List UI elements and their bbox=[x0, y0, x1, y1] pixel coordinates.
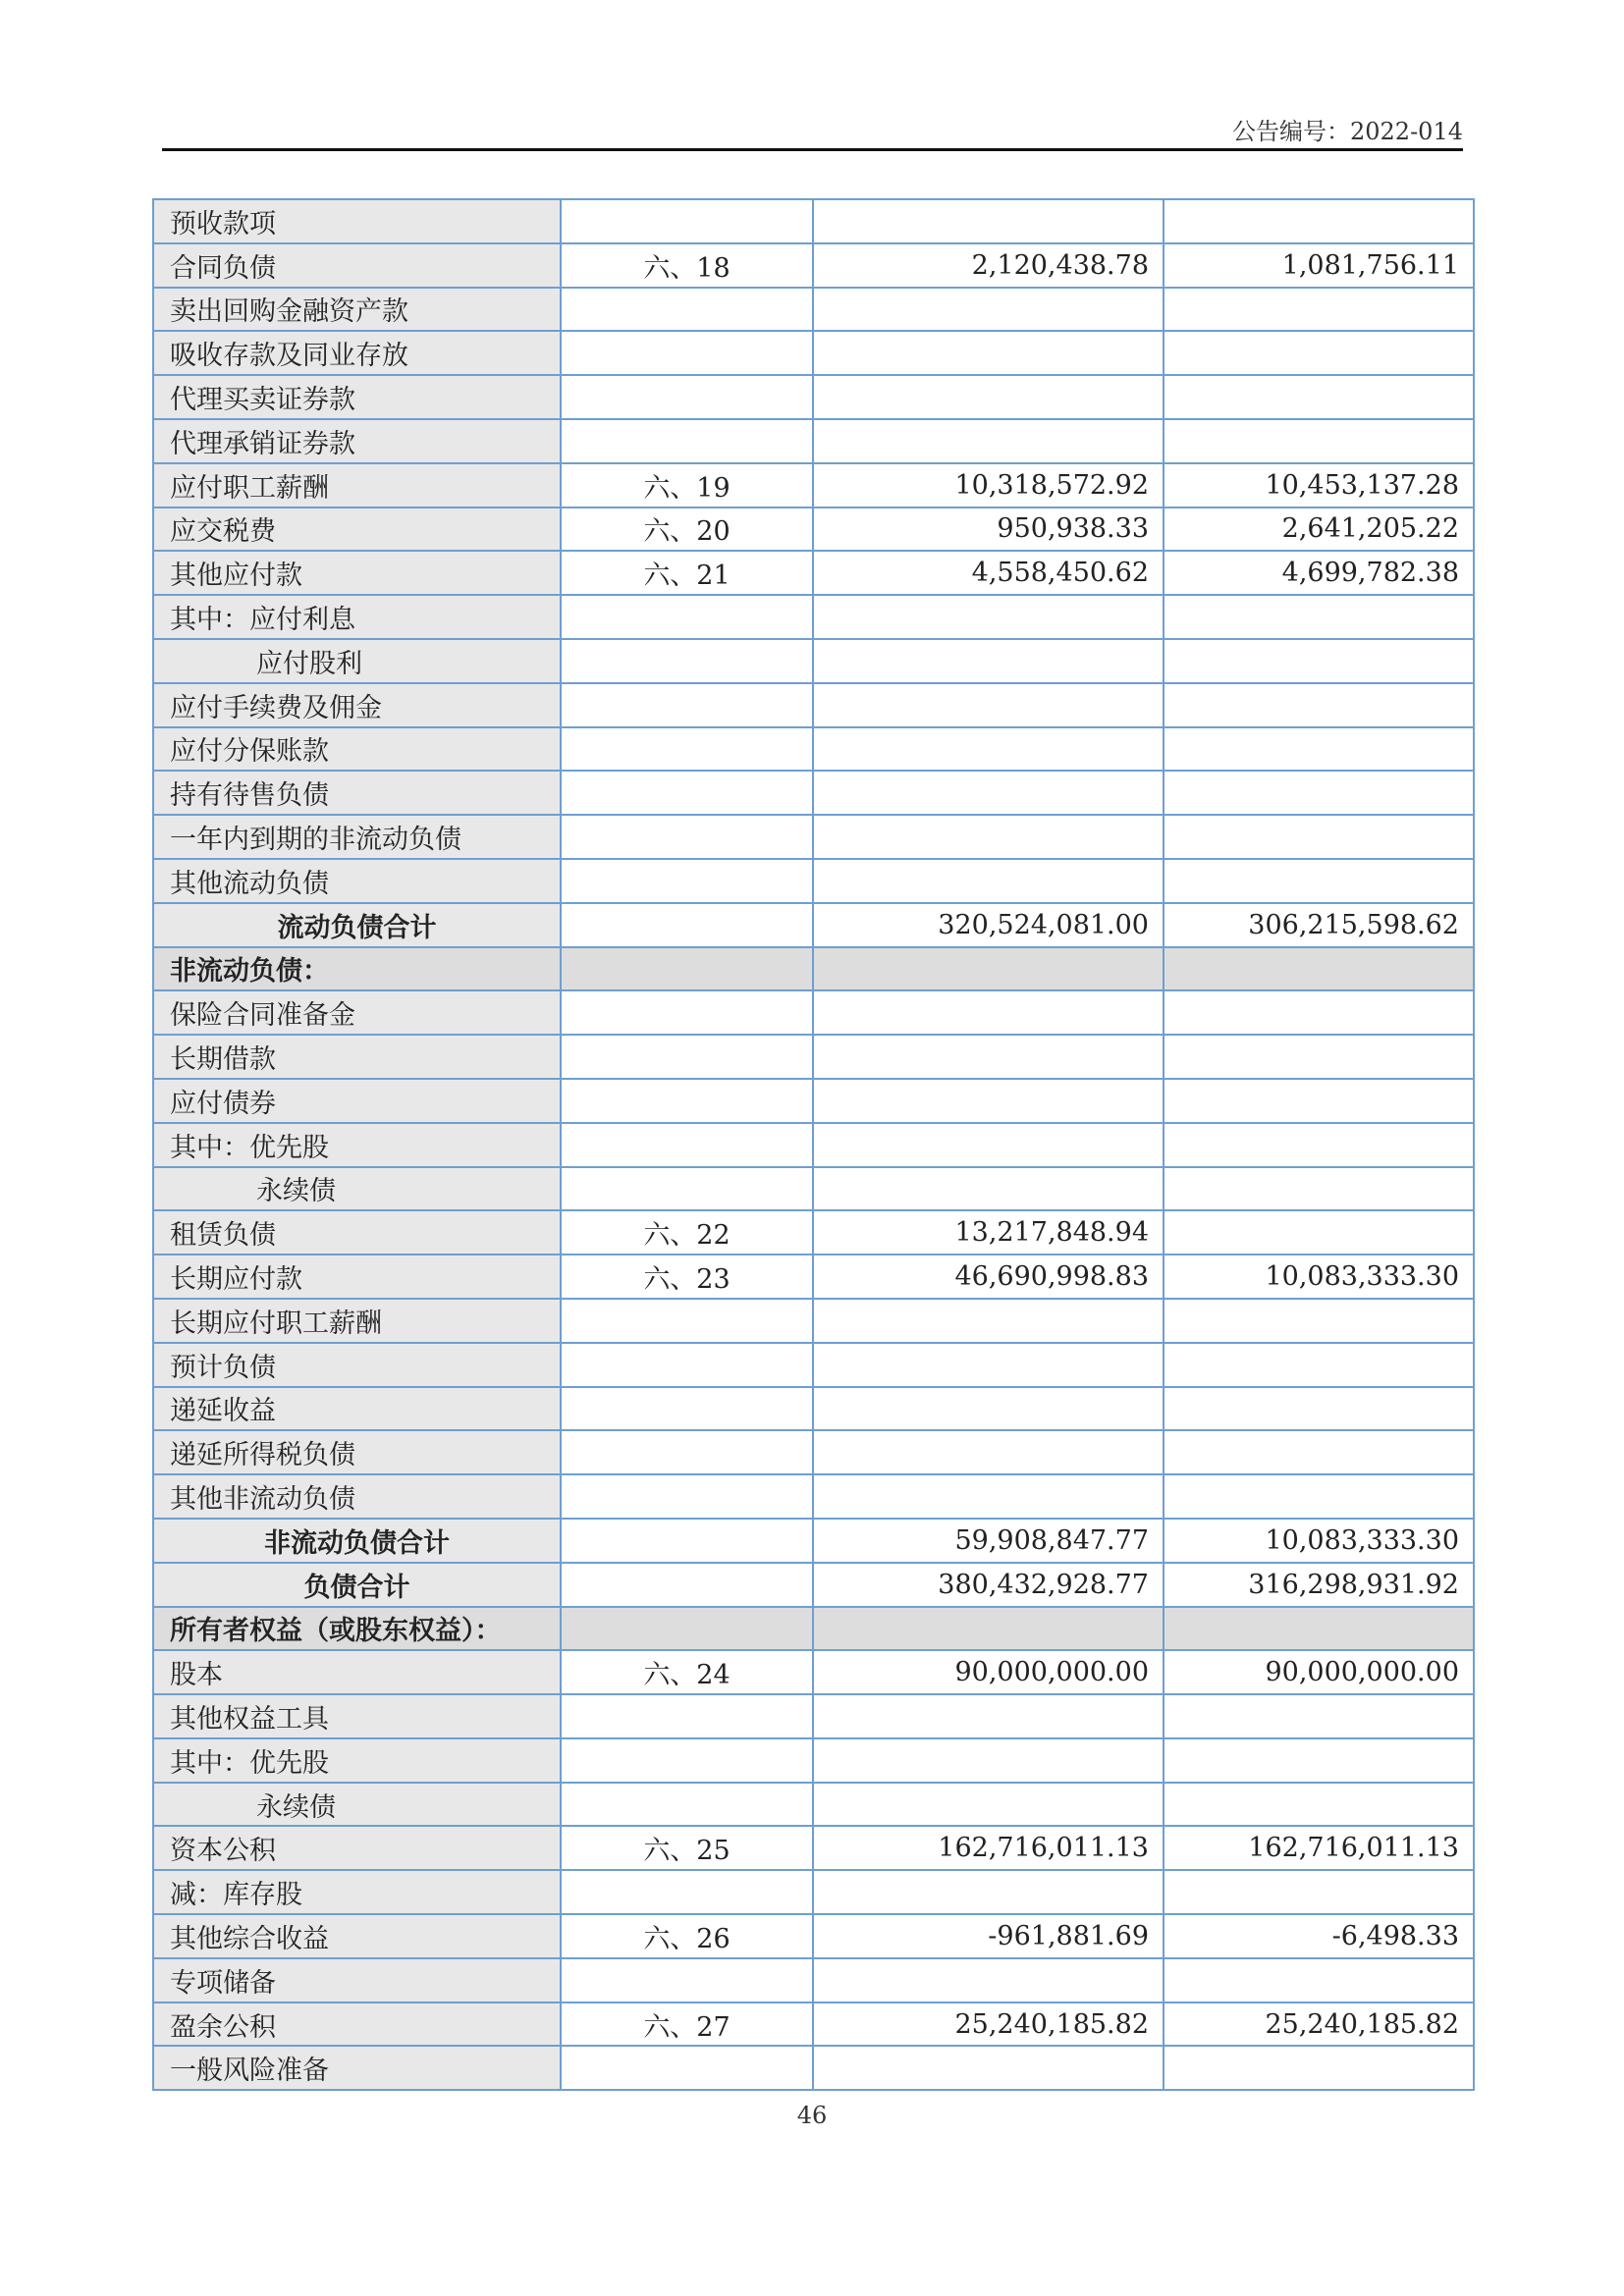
row-previous-amount: 2,641,205.22 bbox=[1164, 507, 1474, 552]
row-current-amount bbox=[813, 771, 1164, 815]
page-number: 46 bbox=[796, 2102, 828, 2129]
table-row bbox=[153, 1650, 1474, 1694]
row-previous-amount bbox=[1164, 947, 1474, 991]
row-previous-amount bbox=[1164, 1607, 1474, 1651]
row-note-ref: 六、22 bbox=[561, 1210, 813, 1255]
table-row bbox=[153, 1343, 1474, 1387]
row-note-ref bbox=[561, 288, 813, 332]
row-current-amount bbox=[813, 1167, 1164, 1211]
row-current-amount bbox=[813, 419, 1164, 463]
table-row bbox=[153, 947, 1474, 991]
row-current-amount: 950,938.33 bbox=[813, 507, 1164, 552]
table-row bbox=[153, 990, 1474, 1035]
row-note-ref bbox=[561, 1607, 813, 1651]
row-note-ref bbox=[561, 375, 813, 419]
row-item-label: 长期应付款 bbox=[153, 1255, 561, 1299]
row-note-ref: 六、25 bbox=[561, 1826, 813, 1870]
row-note-ref bbox=[561, 1299, 813, 1343]
row-item-label: 应付职工薪酬 bbox=[153, 463, 561, 507]
table-row bbox=[153, 1035, 1474, 1079]
row-current-amount bbox=[813, 1430, 1164, 1474]
row-note-ref bbox=[561, 990, 813, 1035]
row-item-label: 代理买卖证券款 bbox=[153, 375, 561, 419]
row-current-amount bbox=[813, 639, 1164, 683]
row-note-ref bbox=[561, 1474, 813, 1519]
row-note-ref bbox=[561, 199, 813, 243]
row-previous-amount: 1,081,756.11 bbox=[1164, 243, 1474, 288]
row-previous-amount bbox=[1164, 1870, 1474, 1914]
row-item-label: 应付分保账款 bbox=[153, 727, 561, 772]
row-current-amount bbox=[813, 683, 1164, 727]
row-current-amount bbox=[813, 947, 1164, 991]
table-row bbox=[153, 419, 1474, 463]
table-row bbox=[153, 1914, 1474, 1958]
row-previous-amount bbox=[1164, 771, 1474, 815]
row-previous-amount bbox=[1164, 331, 1474, 375]
table-row bbox=[153, 1474, 1474, 1519]
row-item-label: 代理承销证券款 bbox=[153, 419, 561, 463]
row-note-ref: 六、21 bbox=[561, 551, 813, 595]
row-item-label: 其他权益工具 bbox=[153, 1694, 561, 1738]
row-current-amount bbox=[813, 1079, 1164, 1123]
row-note-ref bbox=[561, 1519, 813, 1563]
table-row bbox=[153, 683, 1474, 727]
row-previous-amount bbox=[1164, 1430, 1474, 1474]
row-current-amount bbox=[813, 199, 1164, 243]
row-previous-amount bbox=[1164, 1694, 1474, 1738]
row-item-label: 持有待售负债 bbox=[153, 771, 561, 815]
table-row bbox=[153, 1563, 1474, 1607]
balance-sheet-body bbox=[153, 199, 1474, 2090]
row-note-ref: 六、27 bbox=[561, 2002, 813, 2047]
row-previous-amount bbox=[1164, 1474, 1474, 1519]
row-current-amount bbox=[813, 2046, 1164, 2090]
table-row bbox=[153, 2002, 1474, 2047]
row-item-label: 预收款项 bbox=[153, 199, 561, 243]
row-item-label: 其他应付款 bbox=[153, 551, 561, 595]
announcement-number: 公告编号：2022-014 bbox=[1232, 118, 1463, 145]
row-previous-amount bbox=[1164, 375, 1474, 419]
row-item-label: 所有者权益（或股东权益）： bbox=[153, 1607, 561, 1651]
row-previous-amount: 4,699,782.38 bbox=[1164, 551, 1474, 595]
row-previous-amount bbox=[1164, 990, 1474, 1035]
row-item-label: 其他非流动负债 bbox=[153, 1474, 561, 1519]
table-row bbox=[153, 1255, 1474, 1299]
table-row bbox=[153, 639, 1474, 683]
row-previous-amount bbox=[1164, 595, 1474, 639]
table-row bbox=[153, 2046, 1474, 2090]
row-item-label: 负债合计 bbox=[153, 1563, 561, 1607]
row-current-amount bbox=[813, 990, 1164, 1035]
balance-sheet-table bbox=[152, 198, 1475, 2091]
row-current-amount: 59,908,847.77 bbox=[813, 1519, 1164, 1563]
row-item-label: 其他综合收益 bbox=[153, 1914, 561, 1958]
table-row bbox=[153, 1607, 1474, 1651]
table-row bbox=[153, 1210, 1474, 1255]
row-item-label: 吸收存款及同业存放 bbox=[153, 331, 561, 375]
table-row bbox=[153, 551, 1474, 595]
row-note-ref bbox=[561, 419, 813, 463]
table-row bbox=[153, 331, 1474, 375]
row-note-ref bbox=[561, 1079, 813, 1123]
table-row bbox=[153, 463, 1474, 507]
table-row bbox=[153, 903, 1474, 947]
table-row bbox=[153, 507, 1474, 552]
row-item-label: 其中：应付利息 bbox=[153, 595, 561, 639]
row-item-label: 非流动负债合计 bbox=[153, 1519, 561, 1563]
row-current-amount: 2,120,438.78 bbox=[813, 243, 1164, 288]
row-note-ref bbox=[561, 683, 813, 727]
row-previous-amount bbox=[1164, 419, 1474, 463]
row-previous-amount bbox=[1164, 1035, 1474, 1079]
row-note-ref: 六、23 bbox=[561, 1255, 813, 1299]
row-current-amount bbox=[813, 1343, 1164, 1387]
table-row bbox=[153, 1958, 1474, 2002]
row-current-amount: 90,000,000.00 bbox=[813, 1650, 1164, 1694]
row-previous-amount bbox=[1164, 683, 1474, 727]
row-current-amount bbox=[813, 1123, 1164, 1167]
table-row bbox=[153, 1826, 1474, 1870]
row-previous-amount bbox=[1164, 2046, 1474, 2090]
row-note-ref bbox=[561, 727, 813, 772]
row-note-ref bbox=[561, 639, 813, 683]
row-item-label: 预计负债 bbox=[153, 1343, 561, 1387]
row-current-amount: 380,432,928.77 bbox=[813, 1563, 1164, 1607]
row-current-amount: 4,558,450.62 bbox=[813, 551, 1164, 595]
row-item-label: 减：库存股 bbox=[153, 1870, 561, 1914]
row-previous-amount bbox=[1164, 727, 1474, 772]
row-item-label: 其他流动负债 bbox=[153, 859, 561, 903]
table-row bbox=[153, 1387, 1474, 1431]
row-previous-amount bbox=[1164, 815, 1474, 859]
row-previous-amount bbox=[1164, 1783, 1474, 1827]
row-item-label: 股本 bbox=[153, 1650, 561, 1694]
row-current-amount bbox=[813, 1694, 1164, 1738]
row-previous-amount bbox=[1164, 1079, 1474, 1123]
row-note-ref bbox=[561, 2046, 813, 2090]
row-note-ref bbox=[561, 1958, 813, 2002]
row-previous-amount: 25,240,185.82 bbox=[1164, 2002, 1474, 2047]
row-current-amount bbox=[813, 1387, 1164, 1431]
row-item-label: 应付股利 bbox=[153, 639, 561, 683]
row-item-label: 应交税费 bbox=[153, 507, 561, 552]
row-note-ref: 六、26 bbox=[561, 1914, 813, 1958]
row-item-label: 租赁负债 bbox=[153, 1210, 561, 1255]
table-row bbox=[153, 1123, 1474, 1167]
row-current-amount bbox=[813, 1607, 1164, 1651]
table-row bbox=[153, 727, 1474, 772]
row-previous-amount bbox=[1164, 288, 1474, 332]
row-note-ref bbox=[561, 1430, 813, 1474]
header-rule bbox=[162, 148, 1463, 151]
row-current-amount: 320,524,081.00 bbox=[813, 903, 1164, 947]
row-previous-amount bbox=[1164, 859, 1474, 903]
table-row bbox=[153, 1299, 1474, 1343]
row-item-label: 递延收益 bbox=[153, 1387, 561, 1431]
row-current-amount bbox=[813, 1474, 1164, 1519]
row-item-label: 应付手续费及佣金 bbox=[153, 683, 561, 727]
row-current-amount bbox=[813, 1783, 1164, 1827]
row-current-amount bbox=[813, 288, 1164, 332]
row-note-ref bbox=[561, 595, 813, 639]
table-row bbox=[153, 243, 1474, 288]
row-previous-amount: -6,498.33 bbox=[1164, 1914, 1474, 1958]
row-previous-amount bbox=[1164, 1299, 1474, 1343]
row-note-ref bbox=[561, 1123, 813, 1167]
row-note-ref bbox=[561, 771, 813, 815]
row-item-label: 盈余公积 bbox=[153, 2002, 561, 2047]
row-note-ref bbox=[561, 903, 813, 947]
row-current-amount bbox=[813, 1958, 1164, 2002]
row-item-label: 非流动负债： bbox=[153, 947, 561, 991]
row-current-amount bbox=[813, 331, 1164, 375]
row-current-amount: 162,716,011.13 bbox=[813, 1826, 1164, 1870]
table-row bbox=[153, 1738, 1474, 1783]
row-item-label: 专项储备 bbox=[153, 1958, 561, 2002]
row-previous-amount bbox=[1164, 1958, 1474, 2002]
row-current-amount: 13,217,848.94 bbox=[813, 1210, 1164, 1255]
row-current-amount bbox=[813, 1870, 1164, 1914]
row-current-amount bbox=[813, 1738, 1164, 1783]
row-item-label: 长期借款 bbox=[153, 1035, 561, 1079]
row-previous-amount: 316,298,931.92 bbox=[1164, 1563, 1474, 1607]
row-previous-amount bbox=[1164, 1210, 1474, 1255]
row-previous-amount: 306,215,598.62 bbox=[1164, 903, 1474, 947]
row-current-amount: 25,240,185.82 bbox=[813, 2002, 1164, 2047]
table-row bbox=[153, 1430, 1474, 1474]
row-note-ref: 六、18 bbox=[561, 243, 813, 288]
row-item-label: 一般风险准备 bbox=[153, 2046, 561, 2090]
row-note-ref bbox=[561, 859, 813, 903]
row-previous-amount: 10,453,137.28 bbox=[1164, 463, 1474, 507]
table-row bbox=[153, 859, 1474, 903]
row-item-label: 一年内到期的非流动负债 bbox=[153, 815, 561, 859]
row-item-label: 应付债券 bbox=[153, 1079, 561, 1123]
table-row bbox=[153, 815, 1474, 859]
row-current-amount bbox=[813, 859, 1164, 903]
row-note-ref bbox=[561, 331, 813, 375]
row-note-ref: 六、24 bbox=[561, 1650, 813, 1694]
row-item-label: 永续债 bbox=[153, 1167, 561, 1211]
row-previous-amount: 90,000,000.00 bbox=[1164, 1650, 1474, 1694]
row-note-ref: 六、19 bbox=[561, 463, 813, 507]
row-note-ref bbox=[561, 947, 813, 991]
row-current-amount bbox=[813, 1299, 1164, 1343]
table-row bbox=[153, 375, 1474, 419]
row-previous-amount: 10,083,333.30 bbox=[1164, 1519, 1474, 1563]
row-current-amount bbox=[813, 815, 1164, 859]
table-row bbox=[153, 1167, 1474, 1211]
row-note-ref bbox=[561, 1738, 813, 1783]
row-note-ref bbox=[561, 1694, 813, 1738]
row-previous-amount bbox=[1164, 199, 1474, 243]
row-item-label: 长期应付职工薪酬 bbox=[153, 1299, 561, 1343]
row-item-label: 保险合同准备金 bbox=[153, 990, 561, 1035]
table-row bbox=[153, 595, 1474, 639]
row-item-label: 其中：优先股 bbox=[153, 1738, 561, 1783]
row-item-label: 卖出回购金融资产款 bbox=[153, 288, 561, 332]
row-note-ref bbox=[561, 1167, 813, 1211]
table-row bbox=[153, 1783, 1474, 1827]
row-current-amount bbox=[813, 595, 1164, 639]
row-item-label: 流动负债合计 bbox=[153, 903, 561, 947]
row-note-ref bbox=[561, 1035, 813, 1079]
table-row bbox=[153, 199, 1474, 243]
row-item-label: 其中：优先股 bbox=[153, 1123, 561, 1167]
row-previous-amount bbox=[1164, 1167, 1474, 1211]
row-note-ref bbox=[561, 1387, 813, 1431]
table-row bbox=[153, 771, 1474, 815]
table-row bbox=[153, 288, 1474, 332]
row-item-label: 永续债 bbox=[153, 1783, 561, 1827]
row-previous-amount bbox=[1164, 1738, 1474, 1783]
row-item-label: 资本公积 bbox=[153, 1826, 561, 1870]
row-previous-amount: 162,716,011.13 bbox=[1164, 1826, 1474, 1870]
row-item-label: 递延所得税负债 bbox=[153, 1430, 561, 1474]
row-current-amount bbox=[813, 375, 1164, 419]
table-row bbox=[153, 1519, 1474, 1563]
row-note-ref: 六、20 bbox=[561, 507, 813, 552]
table-row bbox=[153, 1694, 1474, 1738]
row-previous-amount: 10,083,333.30 bbox=[1164, 1255, 1474, 1299]
row-item-label: 合同负债 bbox=[153, 243, 561, 288]
row-note-ref bbox=[561, 1870, 813, 1914]
row-previous-amount bbox=[1164, 1343, 1474, 1387]
row-previous-amount bbox=[1164, 1387, 1474, 1431]
table-row bbox=[153, 1870, 1474, 1914]
row-note-ref bbox=[561, 1783, 813, 1827]
row-current-amount bbox=[813, 727, 1164, 772]
row-note-ref bbox=[561, 815, 813, 859]
table-row bbox=[153, 1079, 1474, 1123]
row-previous-amount bbox=[1164, 1123, 1474, 1167]
document-header bbox=[162, 108, 1463, 151]
row-current-amount: 10,318,572.92 bbox=[813, 463, 1164, 507]
row-previous-amount bbox=[1164, 639, 1474, 683]
row-current-amount bbox=[813, 1035, 1164, 1079]
row-current-amount: 46,690,998.83 bbox=[813, 1255, 1164, 1299]
row-current-amount: -961,881.69 bbox=[813, 1914, 1164, 1958]
row-note-ref bbox=[561, 1343, 813, 1387]
row-note-ref bbox=[561, 1563, 813, 1607]
